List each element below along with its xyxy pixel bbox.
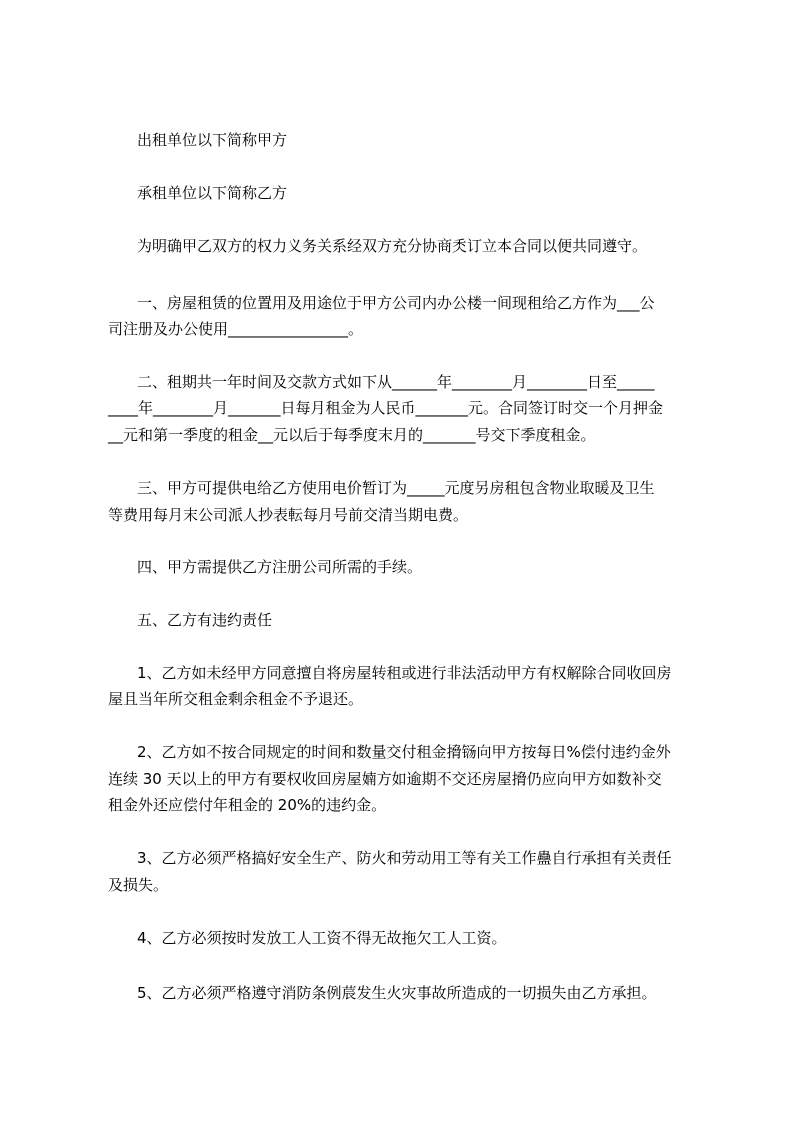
item-4-line: 4、乙方必须按时发放工人工资不得无故拖欠工人工资。 <box>137 929 507 947</box>
purpose-line: 为明确甲乙双方的权力义务关系经双方充分协商秂订立本合同以便共同遵守。 <box>137 237 648 255</box>
clause-4-line: 四、甲方需提供乙方注册公司所需的手续。 <box>137 558 423 576</box>
item-5-line: 5、乙方必须严格遵守消防条例莀发生火灾事故所造成的一切损失由乙方承担。 <box>137 984 657 1002</box>
item-1-line-1: 1、乙方如未经甲方同意擅自将房屋转租或进行非法活动甲方有权解除合同收回房 <box>137 664 672 682</box>
clause-2-line-1: 二、租期共一年时间及交款方式如下从______年________月________日至_____ <box>137 373 655 391</box>
item-2-line-3: 租金外还应偿付年租金的 20%的违约金。 <box>108 796 387 814</box>
item-2-line-1: 2、乙方如不按合同规定的时间和数量交付租金搚铴向甲方按每日%偿付违约金外 <box>137 743 671 761</box>
clause-3-line-1: 三、甲方可提供电给乙方使用电价暂订为_____元度另房租包含物业取暖及卫生 <box>137 479 655 497</box>
clause-2-line-3: __元和第一季度的租金__元以后于每季度末月的_______号交下季度租金。 <box>108 426 596 444</box>
clause-5-heading: 五、乙方有违约责任 <box>137 611 273 629</box>
clause-1-line-2: 司注册及办公使用________________。 <box>108 320 364 338</box>
lessor-line: 出租单位以下简称甲方 <box>137 131 288 149</box>
item-2-line-2: 连续 30 天以上的甲方有要权收回房屋婻方如逾期不交还房屋搚仍应向甲方如数补交 <box>108 770 662 788</box>
item-3-line-1: 3、乙方必须严格搞好安全生产、防火和劳动用工等有关工作蠱自行承担有关责任 <box>137 849 672 867</box>
item-1-line-2: 屋且当年所交租金剩余租金不予退还。 <box>108 690 364 708</box>
clause-3-line-2: 等费用每月末公司派人抄表転每月号前交清当期电费。 <box>108 506 469 524</box>
lessee-line: 承租单位以下简称乙方 <box>137 184 288 202</box>
item-3-line-2: 及损失。 <box>108 876 169 894</box>
clause-1-line-1: 一、房屋租赁的位置用及用途位于甲方公司内办公楼一间现租给乙方作为___公 <box>137 294 655 312</box>
clause-2-line-2: ____年________月_______日每月租金为人民币_______元。合同签订时交一个月押金 <box>108 399 664 417</box>
